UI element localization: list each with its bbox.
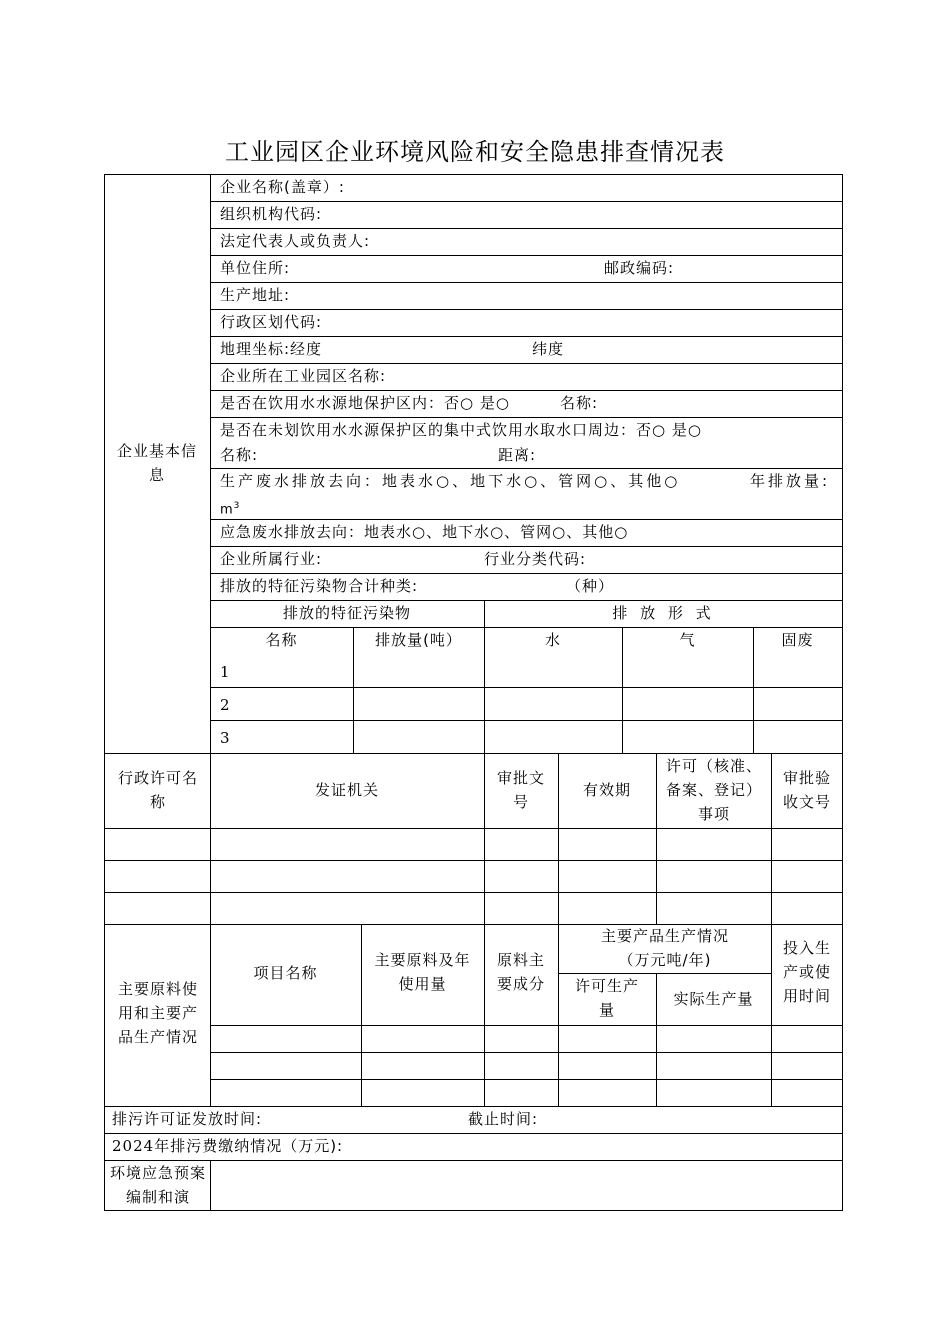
pollutant-count-unit: （种） (566, 577, 615, 595)
col-water: 水 (544, 631, 561, 649)
industry-code-field: 行业分类代码: (484, 550, 587, 568)
postal-code-field: 邮政编码: (604, 259, 675, 277)
pollutant-row-2: 2 (220, 696, 231, 714)
water-protection-field: 是否在饮用水水源地保护区内：否○ 是○ (220, 394, 510, 412)
latitude-field: 纬度 (532, 340, 565, 358)
discharge-permit-time-field: 排污许可证发放时间: (112, 1110, 263, 1128)
col-permitted-output: 许可生产量 (574, 977, 639, 1019)
col-actual-output: 实际生产量 (673, 990, 754, 1008)
pollutant-header: 排放的特征污染物 (282, 604, 411, 622)
company-name-field: 企业名称(盖章）: (220, 178, 345, 196)
emergency-plan-field: 环境应急预案编制和演 (110, 1164, 207, 1206)
unplanned-protection-field: 是否在未划饮用水水源保护区的集中式饮用水取水口周边：否○ 是○ (220, 421, 702, 439)
distance-field: 距离: (498, 446, 537, 464)
basic-info-section-label: 企业基本信息 (116, 442, 197, 484)
col-permit-name: 行政许可名称 (118, 769, 199, 811)
legal-rep-field: 法定代表人或负责人: (220, 232, 371, 250)
discharge-unit: $m^3$ (220, 501, 241, 518)
col-permit-item: 许可（核准、备案、登记）事项 (666, 757, 763, 823)
pollutant-count-field: 排放的特征污染物合计种类: (220, 577, 419, 595)
page-title: 工业园区企业环境风险和安全隐患排查情况表 (225, 138, 725, 166)
geo-coord-field: 地理坐标:经度 (220, 340, 323, 358)
col-approval-no: 审批文号 (496, 769, 545, 811)
survey-form-table (104, 174, 843, 1210)
region-code-field: 行政区划代码: (220, 313, 323, 331)
col-project: 项目名称 (253, 964, 318, 982)
annual-discharge-field: 年排放量: (750, 472, 831, 490)
water-protection-name-field: 名称: (560, 394, 599, 412)
address-field: 单位住所: (220, 259, 291, 277)
col-acceptance-no: 审批验收文号 (782, 769, 831, 811)
col-raw-material: 主要原料及年使用量 (374, 951, 471, 993)
industry-field: 企业所属行业: (220, 550, 323, 568)
pollutant-row-1: 1 (220, 663, 231, 681)
pollutant-row-3: 3 (220, 729, 231, 747)
col-component: 原料主要成分 (496, 951, 545, 993)
col-name: 名称 (265, 631, 298, 649)
unplanned-name-field: 名称: (220, 446, 259, 464)
col-start-time: 投入生产或使用时间 (782, 939, 831, 1005)
production-address-field: 生产地址: (220, 286, 291, 304)
emergency-wastewater-field: 应急废水排放去向：地表水○、地下水○、管网○、其他○ (220, 523, 629, 541)
col-authority: 发证机关 (314, 781, 379, 799)
col-amount: 排放量(吨） (375, 631, 462, 649)
col-production: 主要产品生产情况（万元吨/年) (600, 927, 729, 969)
discharge-form-header: 排 放 形 式 (612, 604, 715, 622)
materials-section-label: 主要原料使用和主要产品生产情况 (117, 980, 198, 1046)
deadline-field: 截止时间: (468, 1110, 539, 1128)
col-solid: 固废 (781, 631, 814, 649)
park-name-field: 企业所在工业园区名称: (220, 367, 387, 385)
col-air: 气 (679, 631, 696, 649)
col-validity: 有效期 (582, 781, 631, 799)
fee-field: 2024年排污费缴纳情况（万元): (112, 1137, 344, 1155)
wastewater-field: 生产废水排放去向：地表水○、地下水○、管网○、其他○ (220, 472, 681, 490)
org-code-field: 组织机构代码: (220, 205, 323, 223)
